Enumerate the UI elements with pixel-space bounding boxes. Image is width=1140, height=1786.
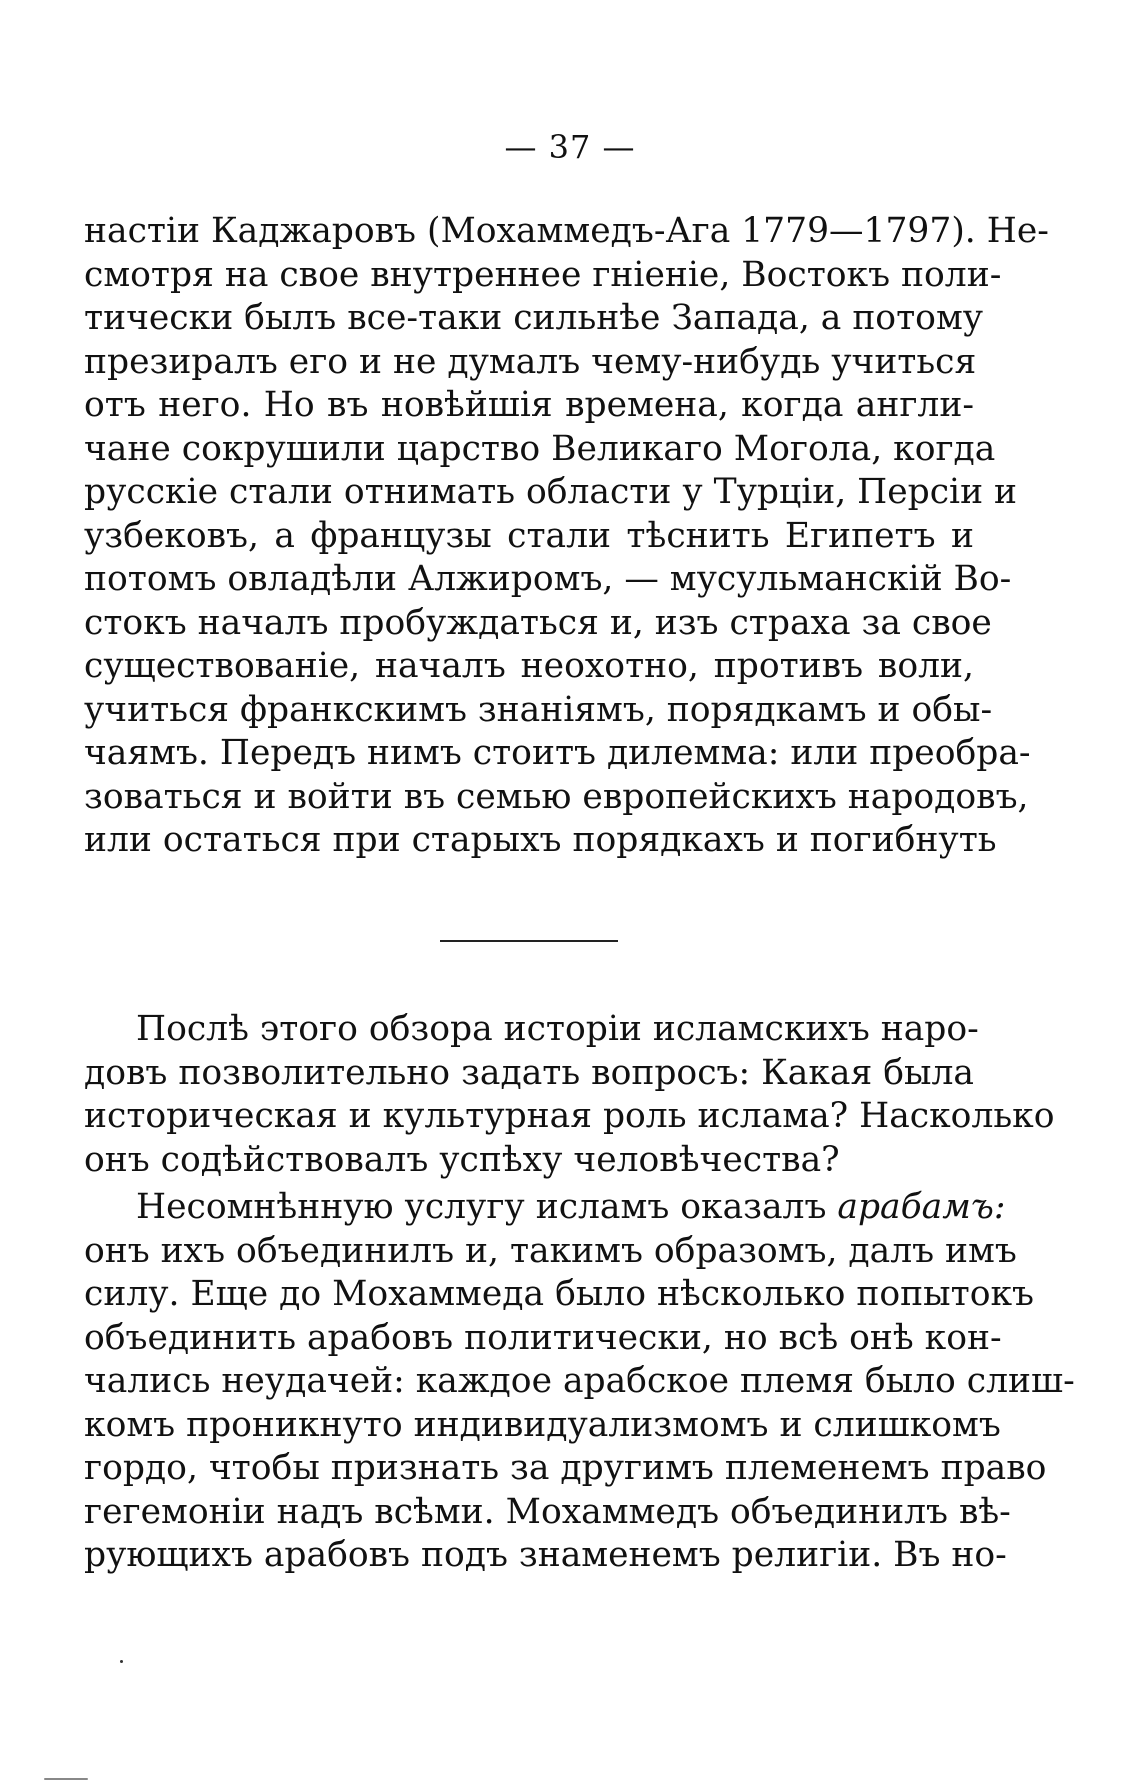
text-line: русскіе стали отнимать области у Турціи, Персіи и bbox=[84, 472, 1018, 512]
text-line: чаямъ. Передъ нимъ стоитъ дилемма: или преобра- bbox=[84, 733, 1031, 773]
italic-term: арабамъ: bbox=[837, 1187, 1006, 1227]
text-line: онъ ихъ объединилъ и, такимъ образомъ, далъ имъ bbox=[84, 1230, 1017, 1271]
text-line: учиться франкскимъ знаніямъ, порядкамъ и обы- bbox=[84, 689, 993, 730]
page-number: — 37 — bbox=[504, 128, 636, 166]
text-line: узбековъ, а французы стали тѣснить Египетъ и bbox=[84, 515, 974, 556]
text-line: отъ него. Но въ новѣйшія времена, когда англи- bbox=[84, 385, 974, 425]
text-line: рующихъ арабовъ подъ знаменемъ религіи. Въ но- bbox=[84, 1535, 1007, 1575]
text-line: презиралъ его и не думалъ чему-нибудь учиться bbox=[84, 341, 977, 382]
text-line: силу. Еще до Мохаммеда было нѣсколько попытокъ bbox=[84, 1274, 1034, 1314]
text-run: Несомнѣнную услугу исламъ оказалъ bbox=[136, 1187, 838, 1227]
text-line: зоваться и войти въ семью европейскихъ народовъ, bbox=[84, 776, 1029, 817]
text-line: историческая и культурная роль ислама? Насколько bbox=[84, 1096, 1055, 1136]
text-line: гордо, чтобы признать за другимъ племенемъ право bbox=[84, 1448, 1047, 1488]
text-line: Послѣ этого обзора исторіи исламскихъ наро- bbox=[136, 1009, 979, 1049]
print-speck bbox=[120, 1660, 123, 1663]
print-speck bbox=[44, 1778, 88, 1780]
paragraph-2 bbox=[84, 1008, 1055, 1182]
text-line: комъ проникнуто индивидуализмомъ и слишкомъ bbox=[84, 1404, 1001, 1445]
text-line: или остаться при старыхъ порядкахъ и погибнуть bbox=[84, 820, 997, 860]
text-line: объединить арабовъ политически, но всѣ онѣ кон- bbox=[84, 1317, 1002, 1358]
paragraph-3 bbox=[84, 1186, 1075, 1578]
text-line: смотря на свое внутреннее гніеніе, Востокъ поли- bbox=[84, 254, 1002, 295]
text-line: чане сокрушили царство Великаго Могола, когда bbox=[84, 428, 996, 469]
text-line: чались неудачей: каждое арабское племя было слиш- bbox=[84, 1361, 1075, 1401]
text-line: довъ позволительно задать вопросъ: Какая была bbox=[84, 1052, 974, 1093]
text-line: тически былъ все-таки сильнѣе Запада, а потому bbox=[84, 298, 984, 338]
text-line: стокъ началъ пробуждаться и, изъ страха за свое bbox=[84, 602, 992, 643]
text-line: потомъ овладѣли Алжиромъ, — мусульманскій Во- bbox=[84, 559, 1012, 599]
text-line: существованіе, началъ неохотно, противъ воли, bbox=[84, 646, 974, 686]
text-line: гегемоніи надъ всѣми. Мохаммедъ объединилъ вѣ- bbox=[84, 1491, 1011, 1532]
text-line bbox=[84, 1186, 1006, 1230]
paragraph-1 bbox=[84, 210, 1049, 863]
text-line: настіи Каджаровъ (Мохаммедъ-Ага 1779—1797). Не- bbox=[84, 211, 1049, 251]
text-line: онъ содѣйствовалъ успѣху человѣчества? bbox=[84, 1139, 840, 1180]
section-divider bbox=[440, 940, 618, 942]
